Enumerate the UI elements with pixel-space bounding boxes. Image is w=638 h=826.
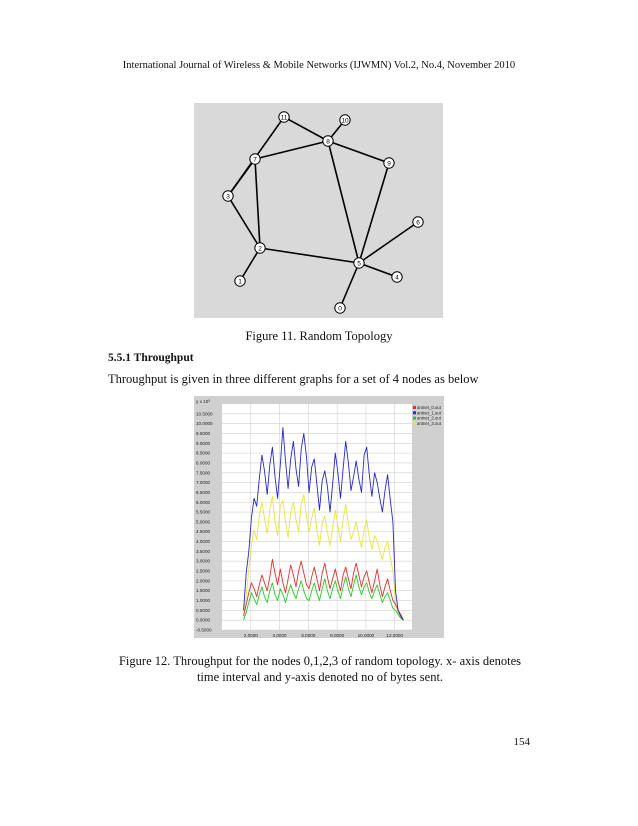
y-tick-label: 5.5000 xyxy=(196,509,211,515)
topology-node xyxy=(235,276,245,286)
node-label: 4 xyxy=(395,274,399,282)
topology-edge xyxy=(258,245,359,263)
section-title: 5.5.1 Throughput xyxy=(108,352,194,364)
topology-edge xyxy=(340,260,361,308)
legend-swatch xyxy=(413,411,416,414)
topology-node xyxy=(392,272,402,282)
node-label: 8 xyxy=(326,138,330,146)
legend-entry: antnet_1.out xyxy=(417,410,441,416)
y-tick-label: 10.5000 xyxy=(196,411,213,417)
y-tick-label: 8.0000 xyxy=(196,460,211,466)
topology-edge xyxy=(226,193,260,248)
throughput-chart-svg xyxy=(194,396,444,638)
y-tick-label: 2.5000 xyxy=(196,568,211,574)
y-tick-label: 2.0000 xyxy=(196,578,211,584)
x-tick-label: 12.0000 xyxy=(386,633,404,638)
topology-node xyxy=(340,115,350,125)
y-tick-label: 0.0000 xyxy=(196,617,211,623)
topology-edge xyxy=(357,260,397,277)
legend-swatch xyxy=(413,422,416,425)
topology-edge xyxy=(359,219,420,263)
y-tick-label: 4.5000 xyxy=(196,529,211,535)
y-tick-label: 3.5000 xyxy=(196,548,211,554)
topology-figure xyxy=(194,103,443,318)
y-tick-label: 5.0000 xyxy=(196,519,211,525)
x-tick-label: 8.0000 xyxy=(330,633,345,638)
y-tick-label: 7.0000 xyxy=(196,480,211,486)
node-label: 7 xyxy=(253,156,257,164)
y-tick-label: 9.0000 xyxy=(196,440,211,446)
topology-edge xyxy=(326,138,359,263)
y-multiplier-label: y x 10³ xyxy=(196,399,210,404)
y-tick-label: 0.5000 xyxy=(196,607,211,613)
node-label: 2 xyxy=(258,245,262,253)
x-tick-label: 10.0000 xyxy=(357,633,375,638)
topology-node xyxy=(223,191,233,201)
topology-edge xyxy=(228,156,257,196)
y-tick-label: 7.5000 xyxy=(196,470,211,476)
y-tick-label: 9.5000 xyxy=(196,430,211,436)
topology-node xyxy=(335,303,345,313)
y-tick-label: 3.0000 xyxy=(196,558,211,564)
y-tick-label: 1.5000 xyxy=(196,588,211,594)
node-label: 0 xyxy=(338,305,342,313)
node-label: 10 xyxy=(341,117,349,125)
legend-entry: antnet_3.out xyxy=(417,420,441,426)
figure-12-caption: Figure 12. Throughput for the nodes 0,1,2,3 of random topology. x- axis denotes time interval and y-axis denoted no of bytes sent. xyxy=(118,654,522,684)
topology-edge xyxy=(359,160,391,263)
node-label: 6 xyxy=(416,219,420,227)
y-tick-label: 6.5000 xyxy=(196,489,211,495)
legend-swatch xyxy=(413,406,416,409)
y-tick-label: 1.0000 xyxy=(196,598,211,604)
topology-node xyxy=(279,112,289,122)
body-paragraph: Throughput is given in three different graphs for a set of 4 nodes as below xyxy=(108,372,479,386)
x-tick-label: 6.0000 xyxy=(301,633,316,638)
topology-node xyxy=(323,136,333,146)
journal-header: International Journal of Wireless & Mobile Networks (IJWMN) Vol.2, No.4, November 2010 xyxy=(122,60,516,71)
x-tick-label: 4.0000 xyxy=(272,633,287,638)
node-label: 11 xyxy=(280,114,288,122)
topology-edge xyxy=(240,245,262,281)
legend-swatch xyxy=(413,417,416,420)
y-tick-label: -0.5000 xyxy=(196,627,212,633)
topology-edge xyxy=(284,117,328,141)
legend-entry: antnet_2.out xyxy=(417,415,441,421)
topology-node xyxy=(354,258,364,268)
y-tick-label: 6.0000 xyxy=(196,499,211,505)
x-tick-label: 2.0000 xyxy=(243,633,258,638)
topology-edge xyxy=(326,138,389,163)
y-tick-label: 8.5000 xyxy=(196,450,211,456)
topology-node xyxy=(255,243,265,253)
y-tick-label: 4.0000 xyxy=(196,539,211,545)
page-number: 154 xyxy=(513,736,530,748)
topology-graph xyxy=(194,103,443,318)
node-label: 9 xyxy=(387,160,391,168)
figure-11-caption: Figure 11. Random Topology xyxy=(245,329,393,343)
node-label: 5 xyxy=(357,260,361,268)
topology-node xyxy=(384,158,394,168)
topology-edge xyxy=(253,156,260,248)
topology-node xyxy=(250,154,260,164)
throughput-chart xyxy=(194,396,444,638)
topology-node xyxy=(413,217,423,227)
y-tick-label: 10.0000 xyxy=(196,421,213,427)
node-label: 3 xyxy=(226,193,230,201)
legend-entry: antnet_0.out xyxy=(417,405,441,410)
node-label: 1 xyxy=(238,278,242,286)
